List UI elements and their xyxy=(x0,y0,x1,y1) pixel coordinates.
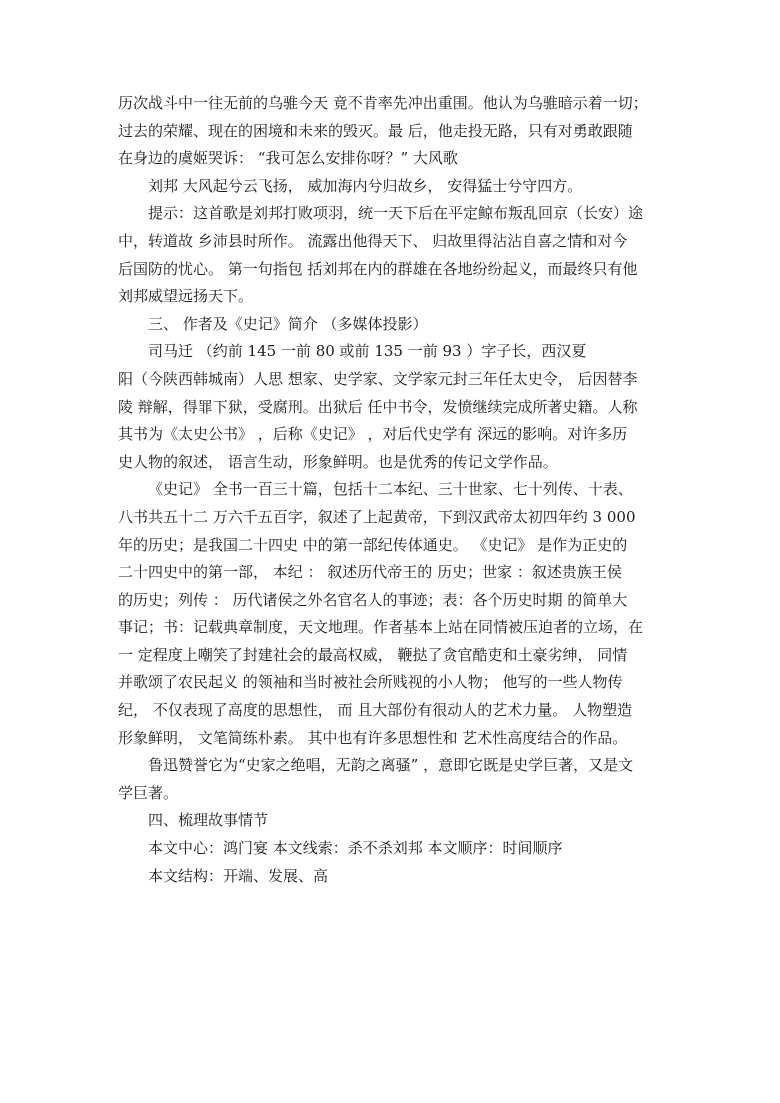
text-line: 中，转道故 乡沛县时所作。 流露出他得天下、 归故里得沾沾自喜之情和对今 xyxy=(118,231,628,250)
text-line: 四、梳理故事情节 xyxy=(148,811,269,830)
text-line: 《史记》 全书一百三十篇，包括十二本纪、三十世家、七十列传、十表、 xyxy=(148,480,633,499)
text-line: 本文中心：鸿门宴 本文线索：杀不杀刘邦 本文顺序：时间顺序 xyxy=(148,839,563,858)
text-line: 事记；书：记载典章制度，天文地理。作者基本上站在同情被压迫者的立场，在 xyxy=(118,618,644,637)
text-line: 学巨著。 xyxy=(118,783,179,802)
text-line: 史人物的叙述， 语言生动，形象鲜明。也是优秀的传记文学作品。 xyxy=(118,452,558,471)
text-line: 历次战斗中一往无前的乌骓今天 竟不肯率先冲出重围。他认为乌骓暗示着一切； xyxy=(118,94,648,112)
text-line: 一 定程度上嘲笑了封建社会的最高权威， 鞭挞了贪官酷吏和土豪劣绅， 同情 xyxy=(118,645,628,664)
text-line: 鲁迅赞誉它为“史家之绝唱，无韵之离骚” ，意即它既是史学巨著，又是文 xyxy=(148,756,634,775)
text-line: 的历史；列传 ： 历代诸侯之外名官名人的事迹；表：各个历史时期 的简单大 xyxy=(118,590,628,609)
text-line: 纪， 不仅表现了高度的思想性， 而 且大部份有很动人的艺术力量。 人物塑造 xyxy=(118,701,633,720)
text-line: 刘邦 大风起兮云飞扬， 威加海内兮归故乡， 安得猛士兮守四方。 xyxy=(148,176,583,195)
text-line: 提示：这首歌是刘邦打败项羽，统一天下后在平定鲸布叛乱回京（长安）途 xyxy=(148,204,644,223)
text-line: 其书为《太史公书》 ，后称《史记》 ，对后代史学有 深远的影响。对许多历 xyxy=(118,425,628,444)
text-line: 司马迁 （约前 145 一前 80 或前 135 一前 93 ）字子长，西汉夏 xyxy=(148,342,587,361)
text-line: 二十四史中的第一部， 本纪 ： 叙述历代帝王的 历史；世家 ：叙述贵族王侯 xyxy=(118,563,622,582)
text-line: 后国防的忧心。 第一句指包 括刘邦在内的群雄在各地纷纷起义，而最终只有他 xyxy=(118,259,638,278)
text-line: 过去的荣耀、现在的困境和未来的毁灭。最 后，他走投无路，只有对勇敢跟随 xyxy=(118,121,633,140)
text-line: 阳（今陕西韩城南）人思 想家、史学家、文学家元封三年任太史令， 后因替李 xyxy=(118,369,638,388)
text-line: 三、 作者及《史记》简介 （多媒体投影） xyxy=(148,314,428,333)
text-line: 本文结构：开端、发展、高 xyxy=(148,866,329,885)
text-line: 刘邦威望远扬天下。 xyxy=(118,287,254,306)
document-body xyxy=(118,90,663,890)
text-line: 陵 辩解，得罪下狱，受腐刑。出狱后 任中书令，发愤继续完成所著史籍。人称 xyxy=(118,397,638,416)
text-line: 在身边的虞姬哭诉： “我可怎么安排你呀？” 大风歌 xyxy=(118,149,458,168)
text-line: 形象鲜明， 文笔简练朴素。 其中也有许多思想性和 艺术性高度结合的作品。 xyxy=(118,728,628,747)
text-line: 年的历史；是我国二十四史 中的第一部纪传体通史。 《史记》 是作为正史的 xyxy=(118,535,628,554)
text-line: 并歌颂了农民起义 的领袖和当时被社会所贱视的小人物； 他写的一些人物传 xyxy=(118,673,623,692)
text-line: 八书共五十二 万六千五百字，叙述了上起黄帝，下到汉武帝太初四年约 3 000 xyxy=(118,507,636,526)
